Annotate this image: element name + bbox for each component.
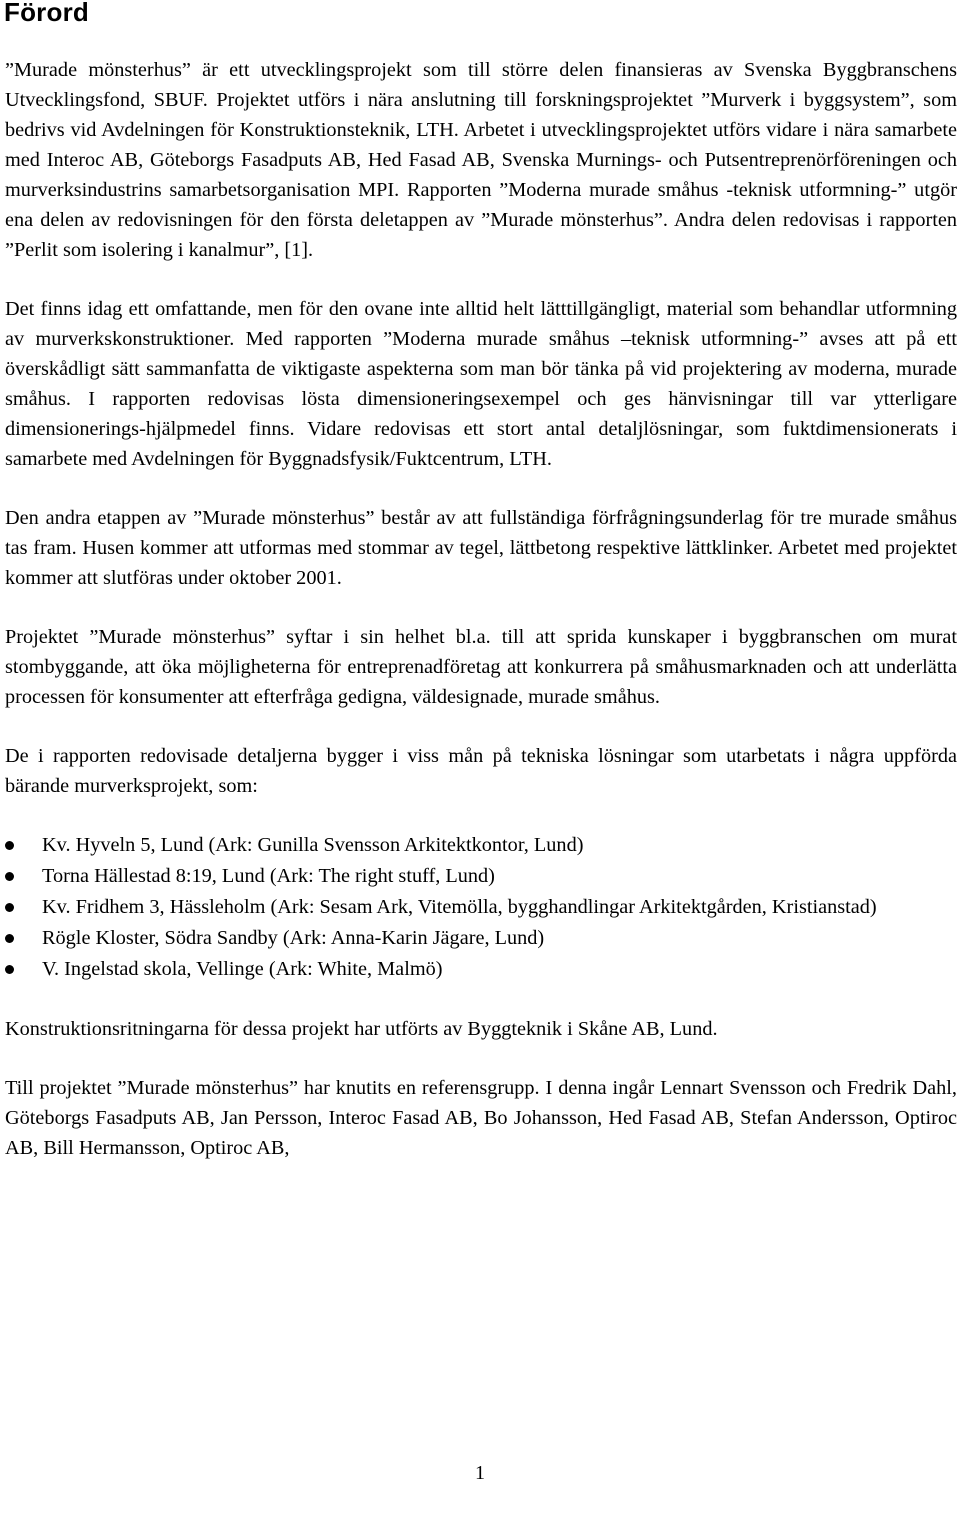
list-item-text: Torna Hällestad 8:19, Lund (Ark: The right stuff, Lund) [42, 865, 495, 887]
page-heading: Förord [4, 0, 89, 27]
list-item [5, 923, 957, 954]
page-number: 1 [475, 1462, 485, 1484]
paragraph-reference-group: Till projektet ”Murade mönsterhus” har knutits en referensgrupp. I denna ingår Lennart Svensson och Fredrik Dahl, Göteborgs Fasadputs AB, Jan Persson, Interoc Fasad AB, Bo Johansson, Hed Fasad AB, Stefan Andersson, Optiroc AB, Bill Hermansson, Optiroc AB, [5, 1077, 957, 1159]
bullet-icon [5, 841, 14, 850]
paragraph-details-basis: De i rapporten redovisade detaljerna bygger i viss mån på tekniska lösningar som utarbetats i några uppförda bärande murverksprojekt, som: [5, 745, 957, 797]
paragraph-project-aim: Projektet ”Murade mönsterhus” syftar i sin helhet bl.a. till att sprida kunskaper i byggbranschen om murat stombyggande, att öka möjligheterna för entreprenadföretag att konkurrera på småhusmarknaden och att underlätta processen för konsumenter att efterfråga gedigna, väldesignade, murade småhus. [5, 626, 957, 708]
list-item [5, 892, 957, 923]
document-body [5, 55, 957, 1192]
list-item-text: Rögle Kloster, Södra Sandby (Ark: Anna-Karin Jägare, Lund) [42, 927, 545, 949]
bullet-icon [5, 872, 14, 881]
paragraph-second-stage: Den andra etappen av ”Murade mönsterhus” består av att fullständiga förfrågningsunderlag för tre murade småhus tas fram. Husen kommer att utformas med stommar av tegel, lättbetong respektive lättklinker. Arbetet med projektet kommer att slutföras under oktober 2001. [5, 507, 957, 589]
list-item-text: Kv. Hyveln 5, Lund (Ark: Gunilla Svensson Arkitektkontor, Lund) [42, 834, 584, 856]
list-item [5, 954, 957, 985]
paragraph-purpose: Det finns idag ett omfattande, men för den ovane inte alltid helt lätttillgängligt, material som behandlar utformning av murverkskonstruktioner. Med rapporten ”Moderna murade småhus –teknisk utformning-” avses att på ett överskådligt sätt sammanfatta de viktigaste aspekterna som man bör tänka på vid projektering av moderna, murade småhus. I rapporten redovisas lösta dimensioneringsexempel och ges hänvisningar till var ytterligare dimensionerings-hjälpmedel finns. Vidare redovisas ett stort antal detaljlösningar, som fuktdimensionerats i samarbete med Avdelningen för Byggnadsfysik/Fuktcentrum, LTH. [5, 298, 957, 470]
bullet-icon [5, 934, 14, 943]
project-list [5, 830, 957, 985]
bullet-icon [5, 965, 14, 974]
paragraph-drawings: Konstruktionsritningarna för dessa projekt har utförts av Byggteknik i Skåne AB, Lund. [5, 1018, 718, 1040]
list-item [5, 861, 957, 892]
list-item-text: Kv. Fridhem 3, Hässleholm (Ark: Sesam Ark, Vitemölla, bygghandlingar Arkitektgården, Kristianstad) [42, 896, 877, 918]
paragraph-intro: ”Murade mönsterhus” är ett utvecklingsprojekt som till större delen finansieras av Svenska Byggbranschens Utvecklingsfond, SBUF. Projektet utförs i nära anslutning till forskningsprojektet ”Murverk i byggsystem”, som bedrivs vid Avdelningen för Konstruktionsteknik, LTH. Arbetet i utvecklingsprojektet utförs vidare i nära samarbete med Interoc AB, Göteborgs Fasadputs AB, Hed Fasad AB, Svenska Murnings- och Putsentreprenörföreningen och murverksindustrins samarbetsorganisation MPI. Rapporten ”Moderna murade småhus -teknisk utformning-” utgör ena delen av redovisningen för den första deletappen av ”Murade mönsterhus”. Andra delen redovisas i rapporten ”Perlit som isolering i kanalmur”, [1]. [5, 59, 957, 261]
list-item-text: V. Ingelstad skola, Vellinge (Ark: White, Malmö) [42, 958, 443, 980]
bullet-icon [5, 903, 14, 912]
list-item [5, 830, 957, 861]
